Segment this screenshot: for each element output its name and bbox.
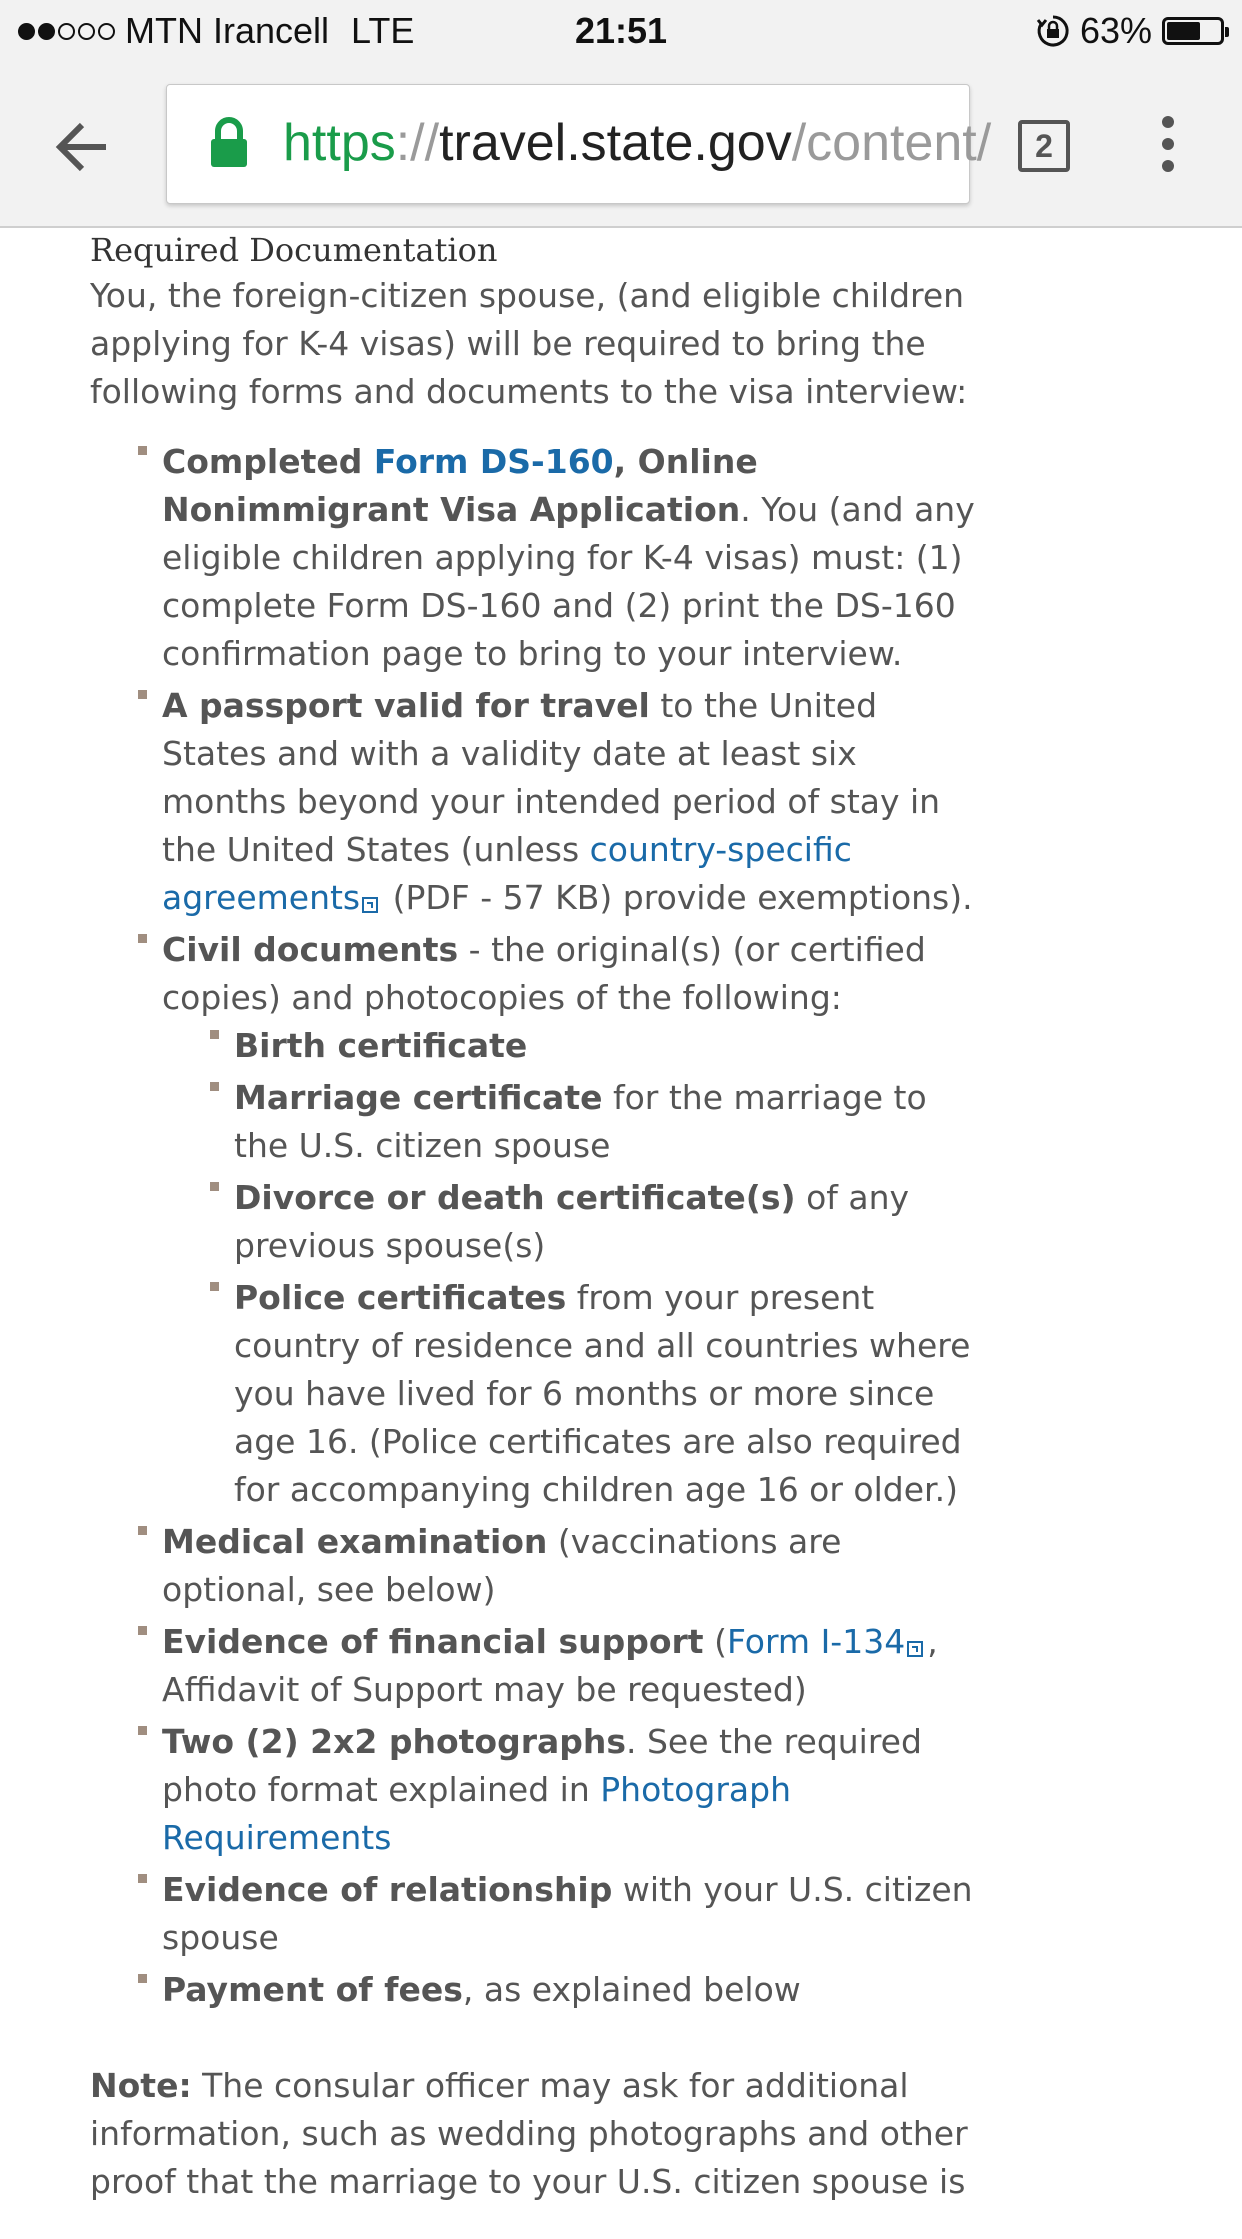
external-link-icon <box>362 897 378 913</box>
item-bold: A passport valid for travel <box>162 686 650 725</box>
civil-documents-sublist <box>162 1022 990 1514</box>
form-i134-link[interactable]: Form I-134 <box>726 1622 906 1661</box>
link-label: Form DS-160 <box>373 442 614 481</box>
menu-dot <box>1162 116 1174 128</box>
note-paragraph <box>90 2062 990 2206</box>
item-text: . See the required photo format explained in <box>162 1722 922 1809</box>
url-text[interactable] <box>283 113 991 173</box>
carrier-name: MTN Irancell <box>125 10 330 51</box>
item-bold: Payment of fees <box>162 1970 463 2009</box>
photograph-requirements-link[interactable]: Photograph Requirements <box>162 1770 791 1857</box>
item-text: (PDF - 57 KB) provide exemptions). <box>382 878 973 917</box>
orientation-lock-icon <box>1036 14 1070 48</box>
sublist-item <box>234 1174 990 1270</box>
item-text: - the original(s) (or certified copies) and photocopies of the following: <box>162 930 926 1017</box>
overflow-menu-icon[interactable] <box>1158 116 1178 176</box>
battery-level <box>1167 22 1200 40</box>
url-host: travel.state.gov <box>439 114 792 172</box>
url-separator: :// <box>395 114 440 172</box>
list-item-relationship <box>162 1866 990 1962</box>
menu-dot <box>1162 160 1174 172</box>
item-bold: , Online Nonimmigrant Visa Application <box>162 442 758 529</box>
sublist-item <box>234 1274 990 1514</box>
item-text: from your present country of residence and all countries where you have lived for 6 months or more since age 16. (Police certificates are also required for accompanying children age 16 or older.) <box>234 1278 971 1509</box>
item-text: for the marriage to the U.S. citizen spouse <box>234 1078 927 1165</box>
status-bar <box>0 0 1242 62</box>
browser-toolbar <box>0 62 1242 228</box>
sublist-item <box>234 1022 990 1070</box>
item-bold: Completed <box>162 442 374 481</box>
list-item-medical <box>162 1518 990 1614</box>
list-item-fees <box>162 1966 990 2014</box>
item-bold: Evidence of relationship <box>162 1870 613 1909</box>
item-text: to the United States and with a validity date at least six months beyond your intended period of stay in the United States (unless <box>162 686 941 869</box>
country-agreements-link[interactable]: country-specific agreements <box>162 830 852 917</box>
list-item-passport <box>162 682 990 922</box>
address-bar[interactable] <box>166 84 992 204</box>
menu-dot <box>1162 138 1174 150</box>
tab-switcher-button[interactable] <box>1018 120 1070 172</box>
note-text: The consular officer may ask for additional information, such as wedding photographs and other proof that the marriage to your U.S. citizen spouse is <box>90 2066 968 2201</box>
url-path: /content/ <box>791 114 992 172</box>
item-text: . You (and any eligible children applying for K-4 visas) must: (1) complete Form DS-160 and (2) print the DS-160 confirmation page to bring to your interview. <box>162 490 975 673</box>
list-item-financial-support <box>162 1618 990 1714</box>
battery-icon <box>1162 17 1224 45</box>
note-label: Note: <box>90 2066 192 2105</box>
item-bold: Medical examination <box>162 1522 548 1561</box>
sublist-item <box>234 1074 990 1170</box>
external-link-icon <box>907 1641 923 1657</box>
network-type: LTE <box>351 10 415 51</box>
list-item-ds160 <box>162 438 990 678</box>
battery-percent: 63% <box>1079 10 1152 51</box>
item-text: with your U.S. citizen spouse <box>162 1870 973 1957</box>
lock-icon <box>209 117 249 169</box>
item-bold: Marriage certificate <box>234 1078 603 1117</box>
item-text: , as explained below <box>462 1970 801 2009</box>
tab-count: 2 <box>1035 127 1053 164</box>
list-item-civil-documents <box>162 926 990 1514</box>
item-bold: Police certificates <box>234 1278 567 1317</box>
item-text: ( <box>703 1622 727 1661</box>
item-text: (vaccinations are optional, see below) <box>162 1522 842 1609</box>
item-text: of any previous spouse(s) <box>234 1178 910 1265</box>
item-bold: Two (2) 2x2 photographs <box>162 1722 626 1761</box>
clock: 21:51 <box>574 10 668 51</box>
item-bold: Birth certificate <box>234 1026 528 1065</box>
list-item-photographs <box>162 1718 990 1862</box>
back-arrow-icon[interactable] <box>52 117 112 177</box>
status-right <box>1036 10 1224 52</box>
url-scheme: https <box>283 114 396 172</box>
section-heading: Required Documentation <box>90 231 498 269</box>
required-documents-list <box>90 438 990 2014</box>
page-content <box>90 228 990 2239</box>
item-bold: Divorce or death certificate(s) <box>234 1178 796 1217</box>
intro-paragraph: You, the foreign-citizen spouse, (and eligible children applying for K-4 visas) will be required to bring the following forms and documents to the visa interview: <box>90 276 968 411</box>
item-bold: Civil documents <box>162 930 459 969</box>
item-bold: Evidence of financial support <box>162 1622 704 1661</box>
form-ds160-link[interactable] <box>374 442 614 481</box>
item-text: , Affidavit of Support may be requested) <box>162 1622 938 1709</box>
